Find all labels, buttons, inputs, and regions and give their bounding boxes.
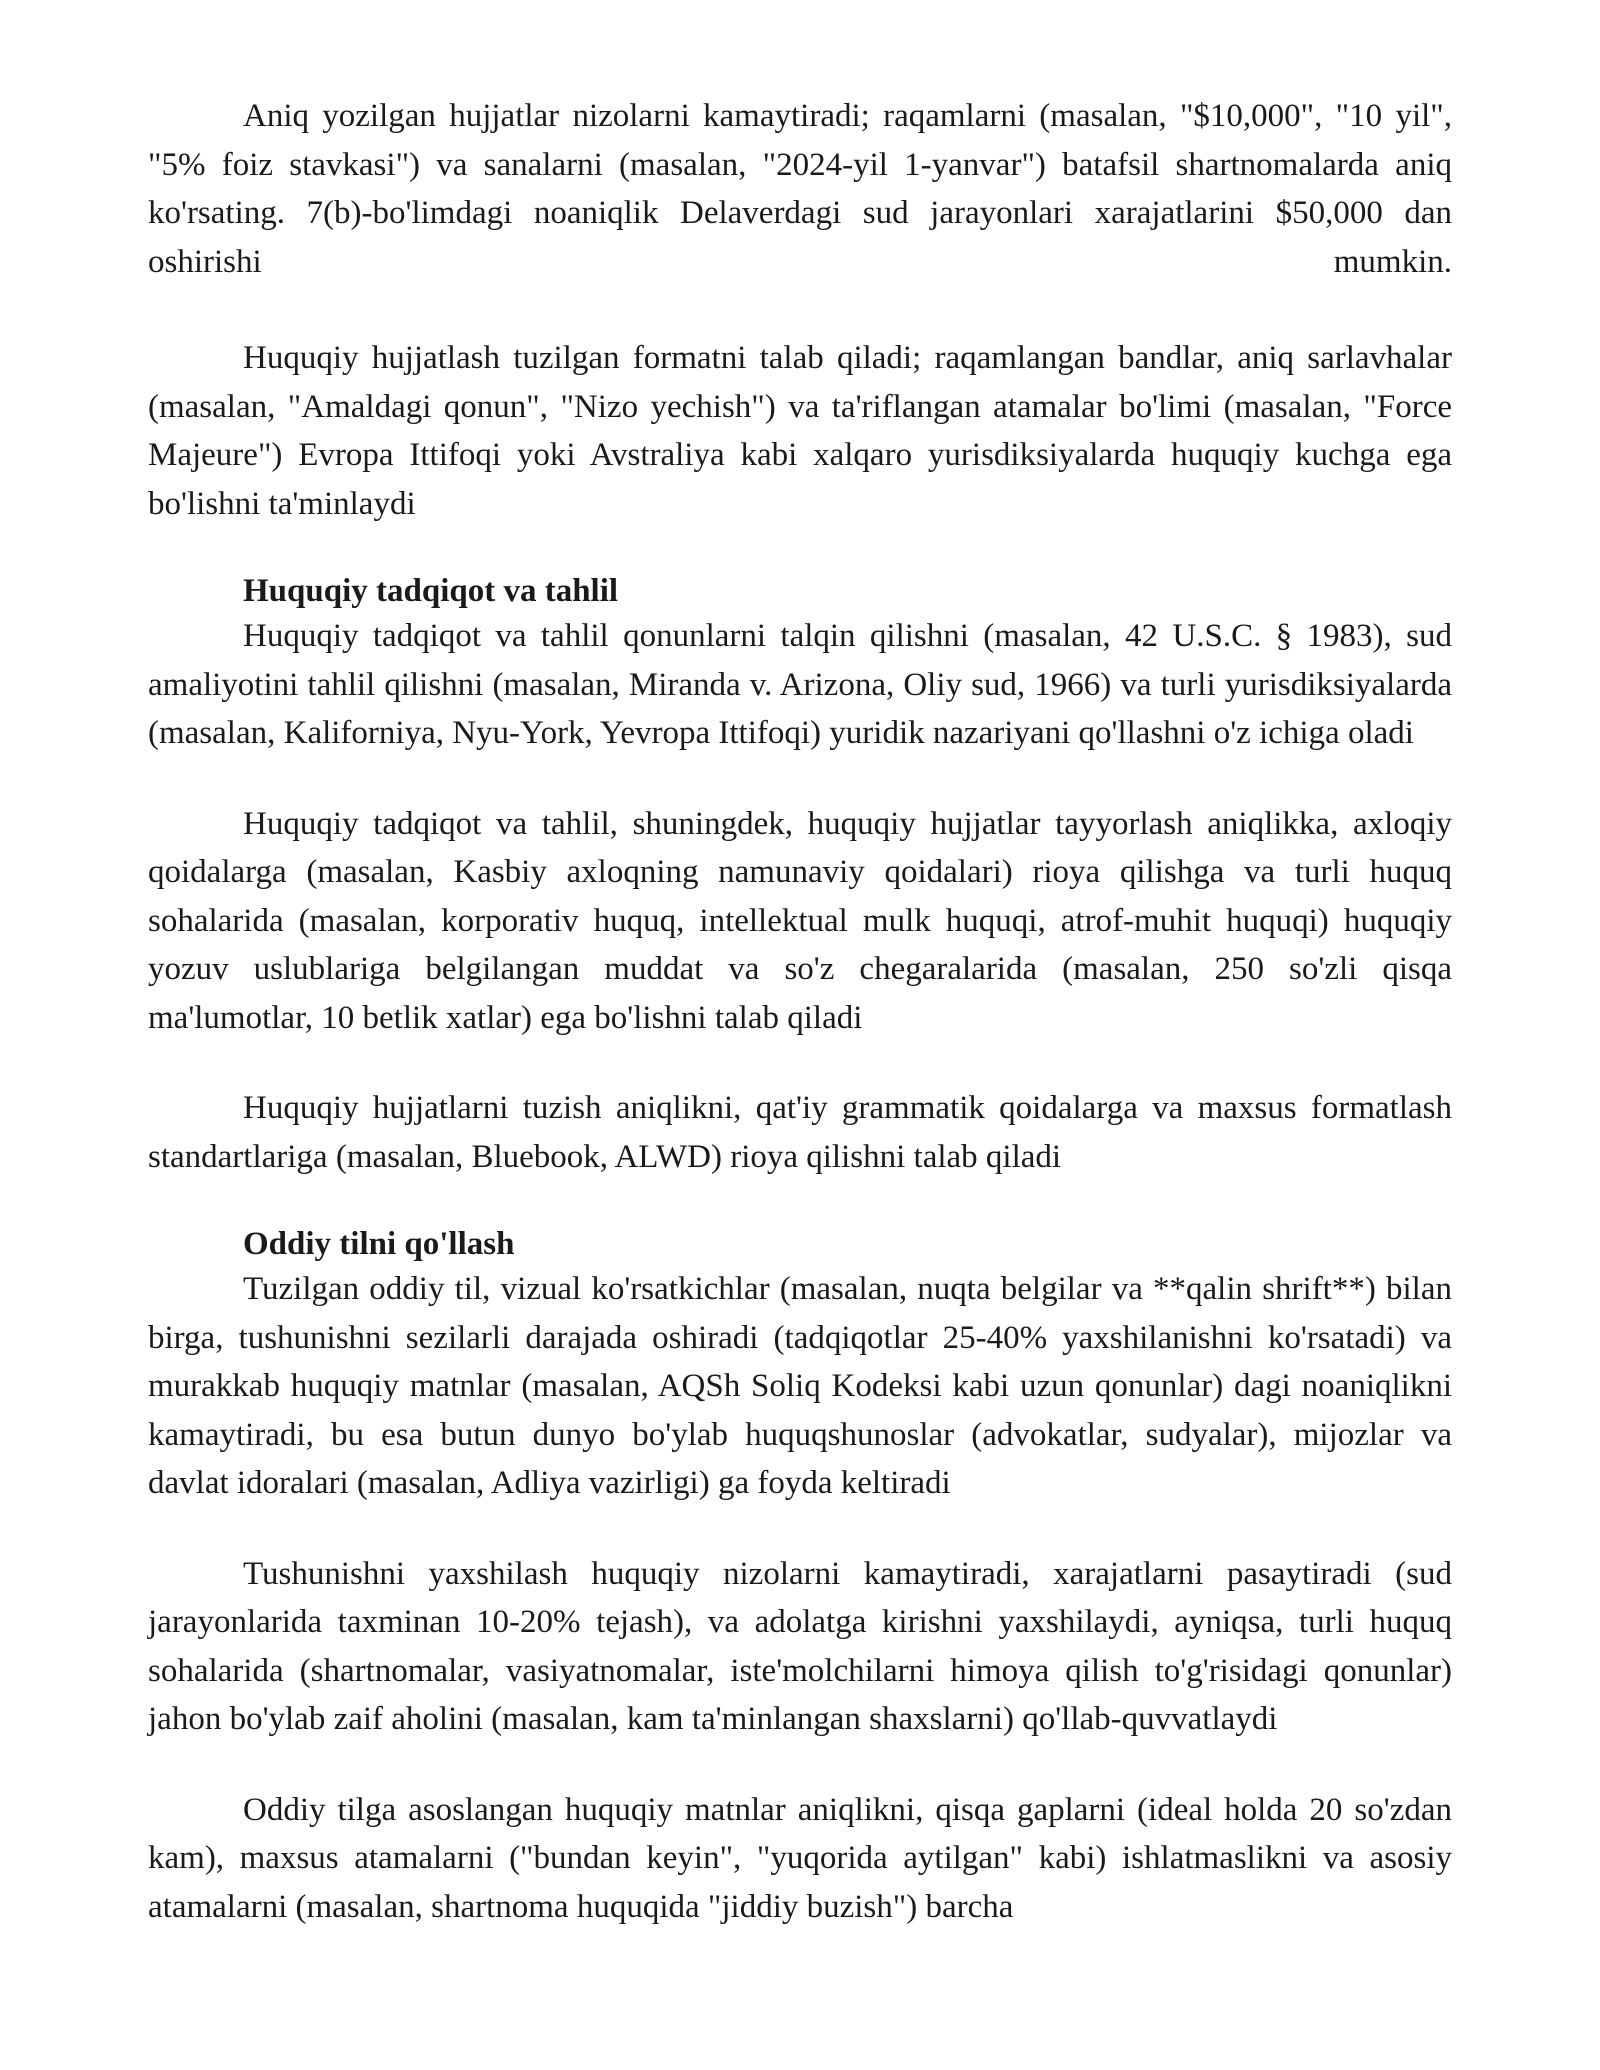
paragraph-structured-format: Huquqiy hujjatlash tuzilgan formatni talab qiladi; raqamlangan bandlar, aniq sarlavhalar (masalan, "Amaldagi qonun", "Nizo yechish") va ta'riflangan atamalar bo'limi (masalan, "Force Majeure") Evropa Ittifoqi yoki Avstraliya kabi xalqaro yurisdiksiyalarda huquqiy kuchga ega bo'lishni ta'minlaydi bbox=[148, 340, 1452, 522]
paragraph-document-precision: Aniq yozilgan hujjatlar nizolarni kamaytiradi; raqamlarni (masalan, "$10,000", "10 yil", "5% foiz stavkasi") va sanalarni (masalan, "2024-yil 1-yanvar") batafsil shartnomalarda aniq ko'rsating. 7(b)-bo'limdagi noaniqlik Delaverdagi sud jarayonlari xarajatlarini $50,000 dan oshirishi mumkin. bbox=[148, 98, 1452, 280]
paragraph-comprehension-benefits: Tushunishni yaxshilash huquqiy nizolarni kamaytiradi, xarajatlarni pasaytiradi (sud jarayonlarida taxminan 10-20% tejash), va adolatga kirishni yaxshilaydi, ayniqsa, turli huquq sohalarida (shartnomalar, vasiyatnomalar, iste'molchilarni himoya qilish to'g'risidagi qonunlar) jahon bo'ylab zaif aholini (masalan, kam ta'minlangan shaxslarni) qo'llab-quvvatlaydi bbox=[148, 1555, 1452, 1737]
paragraph-research-precision: Huquqiy tadqiqot va tahlil, shuningdek, huquqiy hujjatlar tayyorlash aniqlikka, axloqiy qoidalarga (masalan, Kasbiy axloqning namunaviy qoidalari) rioya qilishga va turli huquq sohalarida (masalan, korporativ huquq, intellektual mulk huquqi, atrof-muhit huquqi) huquqiy yozuv uslublariga belgilangan muddat va so'z chegaralarida (masalan, 250 so'zli qisqa ma'lumotlar, 10 betlik xatlar) ega bo'lishni talab qiladi bbox=[148, 805, 1452, 1036]
paragraph-research-intro: Huquqiy tadqiqot va tahlil qonunlarni talqin qilishni (masalan, 42 U.S.C. § 1983), sud amaliyotini tahlil qilishni (masalan, Miranda v. Arizona, Oliy sud, 1966) va turli yurisdiksiyalarda (masalan, Kaliforniya, Nyu-York, Yevropa Ittifoqi) yuridik nazariyani qo'llashni o'z ichiga oladi bbox=[148, 618, 1452, 751]
heading-plain-language: Oddiy tilni qo'llash bbox=[243, 1226, 515, 1262]
paragraph-plain-language-benefits: Tuzilgan oddiy til, vizual ko'rsatkichlar (masalan, nuqta belgilar va **qalin shrift**) bilan birga, tushunishni sezilarli darajada oshiradi (tadqiqotlar 25-40% yaxshilanishni ko'rsatadi) va murakkab huquqiy matnlar (masalan, AQSh Soliq Kodeksi kabi uzun qonunlar) dagi noaniqlikni kamaytiradi, bu esa butun dunyo bo'ylab huquqshunoslar (advokatlar, sudyalar), mijozlar va davlat idoralari (masalan, Adliya vazirligi) ga foyda keltiradi bbox=[148, 1271, 1452, 1501]
paragraph-plain-language-texts: Oddiy tilga asoslangan huquqiy matnlar aniqlikni, qisqa gaplarni (ideal holda 20 so'zdan kam), maxsus atamalarni ("bundan keyin", "yuqorida aytilgan" kabi) ishlatmaslikni va asosiy atamalarni (masalan, shartnoma huquqida "jiddiy buzish") barcha bbox=[148, 1791, 1452, 1925]
heading-legal-research: Huquqiy tadqiqot va tahlil bbox=[243, 573, 619, 609]
document-page bbox=[148, 92, 1452, 1931]
paragraph-drafting-standards: Huquqiy hujjatlarni tuzish aniqlikni, qat'iy grammatik qoidalarga va maxsus formatlash standartlariga (masalan, Bluebook, ALWD) rioya qilishni talab qiladi bbox=[148, 1090, 1452, 1175]
